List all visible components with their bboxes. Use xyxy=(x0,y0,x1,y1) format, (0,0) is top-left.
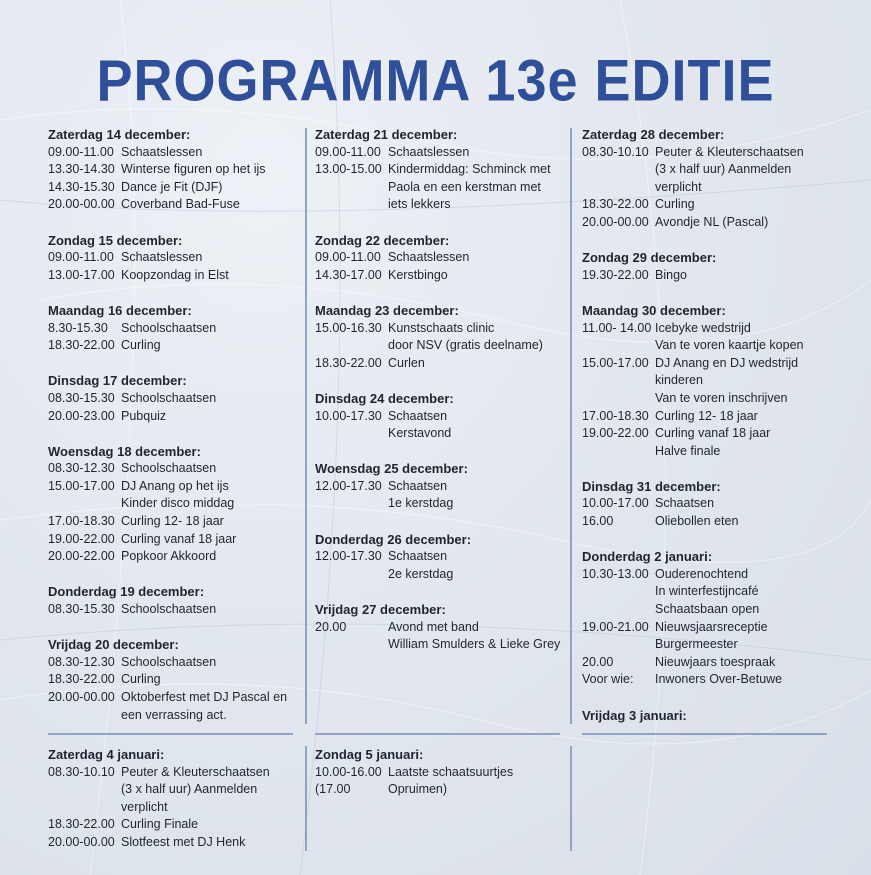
day-title: Vrijdag 27 december: xyxy=(315,602,446,618)
schedule-row xyxy=(582,267,837,285)
day-block xyxy=(48,302,303,355)
event-description: Schaatslessen xyxy=(388,144,470,159)
event-description: Winterse figuren op het ijs xyxy=(121,162,266,177)
schedule-row xyxy=(48,764,303,782)
schedule-row xyxy=(582,372,837,390)
event-description: Van te voren kaartje kopen xyxy=(655,338,804,353)
event-description: Avondje NL (Pascal) xyxy=(655,214,769,229)
event-description: Kerstbingo xyxy=(388,267,448,282)
schedule-row xyxy=(582,513,837,531)
day-title: Dinsdag 31 december: xyxy=(582,478,721,494)
event-description: 2e kerstdag xyxy=(388,566,454,581)
schedule-row xyxy=(315,781,570,799)
schedule-row xyxy=(48,834,303,852)
event-description: Schaatsen xyxy=(388,549,448,564)
event-description: Curlen xyxy=(388,355,425,370)
event-description: Ouderenochtend xyxy=(655,566,749,581)
event-description: Nieuwsjaarsreceptie xyxy=(655,619,768,634)
event-description: Opruimen) xyxy=(388,782,448,797)
day-block xyxy=(48,443,303,566)
schedule-row xyxy=(582,161,837,179)
event-time: 20.00-00.00 xyxy=(48,197,115,212)
event-description: Schaatsen xyxy=(655,496,715,511)
event-description: Oktoberfest met DJ Pascal en xyxy=(121,690,288,704)
event-description: In winterfestijncafé xyxy=(655,584,759,599)
event-description: Koopzondag in Elst xyxy=(121,267,229,282)
event-time: 12.00-17.30 xyxy=(315,549,382,564)
event-time: 19.00-21.00 xyxy=(582,619,649,634)
day-block xyxy=(315,531,570,584)
event-time: 15.00-17.00 xyxy=(48,478,115,493)
schedule-row xyxy=(315,478,570,496)
day-block xyxy=(582,707,837,725)
event-description: 1e kerstdag xyxy=(388,496,454,511)
event-time: 08.30-10.10 xyxy=(582,144,649,159)
event-description: Bingo xyxy=(655,267,687,282)
schedule-row xyxy=(315,161,570,179)
event-time: 10.30-13.00 xyxy=(582,566,649,581)
event-time: 20.00 xyxy=(582,654,614,669)
event-description: Curling 12- 18 jaar xyxy=(121,514,224,529)
schedule-row xyxy=(582,337,837,355)
schedule-row xyxy=(582,495,837,513)
event-description: Van te voren inschrijven xyxy=(655,390,788,405)
schedule-row xyxy=(582,390,837,408)
schedule-row xyxy=(582,636,837,654)
schedule-row xyxy=(48,460,303,478)
schedule-row xyxy=(48,781,303,799)
day-block xyxy=(48,583,303,618)
event-description: William Smulders & Lieke Grey xyxy=(388,637,561,652)
day-title: Vrijdag 3 januari: xyxy=(582,707,687,723)
day-block xyxy=(48,232,303,285)
day-title: Zondag 5 januari: xyxy=(315,747,424,762)
event-description: Curling Finale xyxy=(121,817,199,832)
day-title: Woensdag 18 december: xyxy=(48,443,201,459)
schedule-row xyxy=(48,513,303,531)
event-description: Curling 12- 18 jaar xyxy=(655,408,758,423)
day-block xyxy=(315,126,570,214)
event-description: Schaatsen xyxy=(388,408,448,423)
event-description: Kunstschaats clinic xyxy=(388,320,495,335)
event-description: Schaatslessen xyxy=(388,250,470,265)
schedule-row xyxy=(315,619,570,637)
event-description: Schaatsbaan open xyxy=(655,602,760,617)
day-title: Zaterdag 21 december: xyxy=(315,127,458,142)
event-time: 14.30-15.30 xyxy=(48,179,115,194)
schedule-row xyxy=(48,816,303,834)
schedule-row xyxy=(582,144,837,162)
event-time: 20.00-00.00 xyxy=(48,690,115,704)
event-description: Popkoor Akkoord xyxy=(121,549,217,564)
day-block xyxy=(582,478,837,531)
schedule-row xyxy=(582,214,837,232)
schedule-row xyxy=(315,320,570,338)
schedule-row xyxy=(315,337,570,355)
event-description: (3 x half uur) Aanmelden xyxy=(121,782,258,797)
schedule-row xyxy=(582,408,837,426)
event-time: 20.00 xyxy=(315,619,347,634)
day-block xyxy=(582,126,837,232)
schedule-row xyxy=(315,355,570,373)
schedule-row xyxy=(315,636,570,654)
schedule-row xyxy=(315,566,570,584)
event-time: 08.30-10.10 xyxy=(48,764,115,779)
event-description: Schaatslessen xyxy=(121,144,203,159)
event-description: Dance je Fit (DJF) xyxy=(121,179,223,194)
day-block xyxy=(48,746,303,852)
event-time: 20.00-22.00 xyxy=(48,549,115,564)
event-description: Coverband Bad-Fuse xyxy=(121,197,240,212)
event-time: 18.30-22.00 xyxy=(315,355,382,370)
day-title: Zondag 22 december: xyxy=(315,232,450,248)
event-description: Halve finale xyxy=(655,443,721,458)
event-description: Laatste schaatsuurtjes xyxy=(388,764,514,779)
schedule-row xyxy=(48,478,303,496)
event-time: 8.30-15.30 xyxy=(48,320,108,335)
event-time: 18.30-22.00 xyxy=(48,672,115,687)
event-description: Avond met band xyxy=(388,619,479,634)
bottom-divider-1 xyxy=(305,746,307,851)
event-time: 13.30-14.30 xyxy=(48,162,115,177)
day-title: Donderdag 2 januari: xyxy=(582,549,713,565)
schedule-row xyxy=(48,390,303,408)
schedule-row xyxy=(48,144,303,162)
schedule-row xyxy=(582,320,837,338)
schedule-row xyxy=(48,531,303,549)
schedule-row xyxy=(315,764,570,782)
schedule-row xyxy=(48,799,303,817)
schedule-row xyxy=(315,196,570,214)
event-time: 09.00-11.00 xyxy=(315,250,381,265)
day-block xyxy=(582,302,837,460)
day-title: Zondag 29 december: xyxy=(582,250,717,266)
schedule-row xyxy=(582,671,837,689)
day-title: Donderdag 26 december: xyxy=(315,531,472,547)
event-time: 17.00-18.30 xyxy=(48,514,115,529)
event-time: 15.00-17.00 xyxy=(582,355,649,370)
event-description: Slotfeest met DJ Henk xyxy=(121,834,246,849)
event-description: Curling vanaf 18 jaar xyxy=(655,426,771,441)
event-time: 18.30-22.00 xyxy=(582,197,649,212)
schedule-row xyxy=(582,566,837,584)
schedule-row xyxy=(48,196,303,214)
day-title: Maandag 16 december: xyxy=(48,302,192,318)
schedule-row xyxy=(48,671,303,689)
event-description: Schoolschaatsen xyxy=(121,654,217,669)
schedule-row xyxy=(315,408,570,426)
schedule-row xyxy=(582,583,837,601)
event-description: Curling xyxy=(121,338,161,353)
event-description: Oliebollen eten xyxy=(655,514,739,529)
event-time: 13.00-17.00 xyxy=(48,267,115,282)
bottom-divider-2 xyxy=(570,746,572,851)
schedule-row xyxy=(315,267,570,285)
event-time: (17.00 xyxy=(315,782,351,797)
schedule-row xyxy=(48,320,303,338)
event-description: Schaatslessen xyxy=(121,250,203,265)
day-title: Dinsdag 17 december: xyxy=(48,373,187,389)
event-description: Paola en een kerstman met xyxy=(388,179,541,194)
schedule-row xyxy=(48,495,303,513)
event-description: Schoolschaatsen xyxy=(121,602,217,617)
event-description: Inwoners Over-Betuwe xyxy=(655,672,783,687)
schedule-row xyxy=(48,161,303,179)
event-description: Curling vanaf 18 jaar xyxy=(121,531,237,546)
column-divider-2 xyxy=(570,128,572,724)
event-time: 10.00-16.00 xyxy=(315,764,382,779)
page-title: PROGRAMMA 13e EDITIE xyxy=(96,48,775,114)
event-description: door NSV (gratis deelname) xyxy=(388,338,543,353)
schedule-row xyxy=(48,267,303,285)
day-title: Zaterdag 4 januari: xyxy=(48,747,165,762)
event-description: Curling xyxy=(121,672,161,687)
event-description: DJ Anang en DJ wedstrijd xyxy=(655,355,799,370)
schedule-row xyxy=(582,355,837,373)
event-time: 09.00-11.00 xyxy=(315,144,381,159)
schedule-column-1 xyxy=(48,126,303,742)
day-title: Zondag 15 december: xyxy=(48,232,183,248)
schedule-row xyxy=(315,144,570,162)
event-description: (3 x half uur) Aanmelden xyxy=(655,162,792,177)
event-description: iets lekkers xyxy=(388,197,451,212)
schedule-row xyxy=(48,337,303,355)
schedule-column-3 xyxy=(582,126,837,742)
event-description: Schoolschaatsen xyxy=(121,390,217,405)
event-time: 17.00-18.30 xyxy=(582,408,649,423)
day-block xyxy=(48,126,303,214)
schedule-row xyxy=(315,179,570,197)
day-title: Maandag 23 december: xyxy=(315,302,459,318)
event-description: Curling xyxy=(655,197,695,212)
schedule-row xyxy=(48,601,303,619)
event-description: Burgermeester xyxy=(655,637,738,652)
event-description: Icebyke wedstrijd xyxy=(655,320,751,335)
schedule-row xyxy=(48,707,303,725)
schedule-row xyxy=(582,654,837,672)
schedule-row xyxy=(582,601,837,619)
event-time: 08.30-15.30 xyxy=(48,602,115,617)
event-time: 12.00-17.30 xyxy=(315,478,382,493)
day-block xyxy=(315,746,570,799)
schedule-row xyxy=(48,179,303,197)
column-divider-1 xyxy=(305,128,307,724)
schedule-row xyxy=(48,689,303,707)
schedule-row xyxy=(315,425,570,443)
bottom-block-2 xyxy=(315,746,570,816)
day-block xyxy=(315,390,570,443)
schedule-column-2 xyxy=(315,126,570,671)
day-title: Donderdag 19 december: xyxy=(48,584,205,600)
event-description: Schoolschaatsen xyxy=(121,320,217,335)
event-time: 20.00-00.00 xyxy=(582,214,649,229)
event-time: 19.30-22.00 xyxy=(582,267,649,282)
event-time: 15.00-16.30 xyxy=(315,320,382,335)
schedule-row xyxy=(48,408,303,426)
schedule-row xyxy=(582,179,837,197)
schedule-row xyxy=(582,619,837,637)
event-description: Schaatsen xyxy=(388,478,448,493)
event-description: kinderen xyxy=(655,373,703,388)
schedule-row xyxy=(582,443,837,461)
schedule-row xyxy=(48,548,303,566)
event-time: 13.00-15.00 xyxy=(315,162,382,177)
day-block xyxy=(48,372,303,425)
event-description: Kinder disco middag xyxy=(121,496,235,511)
event-time: 11.00- 14.00 xyxy=(582,320,652,335)
day-title: Zaterdag 28 december: xyxy=(582,127,725,142)
day-title: Woensdag 25 december: xyxy=(315,461,468,477)
event-description: DJ Anang op het ijs xyxy=(121,478,229,493)
event-time: 16.00 xyxy=(582,514,614,529)
event-time: 18.30-22.00 xyxy=(48,338,115,353)
event-description: een verrassing act. xyxy=(121,707,227,722)
event-description: verplicht xyxy=(121,799,168,814)
day-block xyxy=(582,249,837,284)
schedule-row xyxy=(315,495,570,513)
schedule-row xyxy=(48,249,303,267)
schedule-row xyxy=(48,654,303,672)
schedule-row xyxy=(582,425,837,443)
schedule-row xyxy=(582,196,837,214)
event-description: Peuter & Kleuterschaatsen xyxy=(121,764,270,779)
event-time: 08.30-12.30 xyxy=(48,654,115,669)
event-time: 18.30-22.00 xyxy=(48,817,115,832)
bottom-block-1 xyxy=(48,746,303,869)
event-time: 09.00-11.00 xyxy=(48,144,114,159)
day-title: Zaterdag 14 december: xyxy=(48,127,191,142)
day-block xyxy=(315,232,570,285)
day-title: Maandag 30 december: xyxy=(582,302,726,318)
event-time: 19.00-22.00 xyxy=(48,531,115,546)
event-time: Voor wie: xyxy=(582,672,634,687)
event-time: 19.00-22.00 xyxy=(582,426,649,441)
event-time: 08.30-15.30 xyxy=(48,390,115,405)
event-description: Kindermiddag: Schminck met xyxy=(388,162,551,177)
event-time: 14.30-17.00 xyxy=(315,267,382,282)
event-time: 08.30-12.30 xyxy=(48,461,115,476)
day-title: Vrijdag 20 december: xyxy=(48,637,179,653)
event-description: Nieuwjaars toespraak xyxy=(655,654,776,669)
event-time: 20.00-00.00 xyxy=(48,834,115,849)
day-block xyxy=(315,601,570,654)
event-description: Schoolschaatsen xyxy=(121,461,217,476)
event-description: Pubquiz xyxy=(121,408,167,423)
event-time: 10.00-17.30 xyxy=(315,408,382,423)
event-time: 09.00-11.00 xyxy=(48,250,114,265)
schedule-row xyxy=(315,249,570,267)
event-description: verplicht xyxy=(655,179,702,194)
day-block xyxy=(315,302,570,372)
day-block xyxy=(582,548,837,689)
event-description: Peuter & Kleuterschaatsen xyxy=(655,144,804,159)
event-time: 20.00-23.00 xyxy=(48,408,115,423)
section-divider-mid xyxy=(315,733,560,735)
event-description: Kerstavond xyxy=(388,426,452,441)
schedule-row xyxy=(315,548,570,566)
day-title: Dinsdag 24 december: xyxy=(315,390,454,406)
event-time: 10.00-17.00 xyxy=(582,496,649,511)
day-block xyxy=(315,460,570,513)
day-block xyxy=(48,636,303,724)
